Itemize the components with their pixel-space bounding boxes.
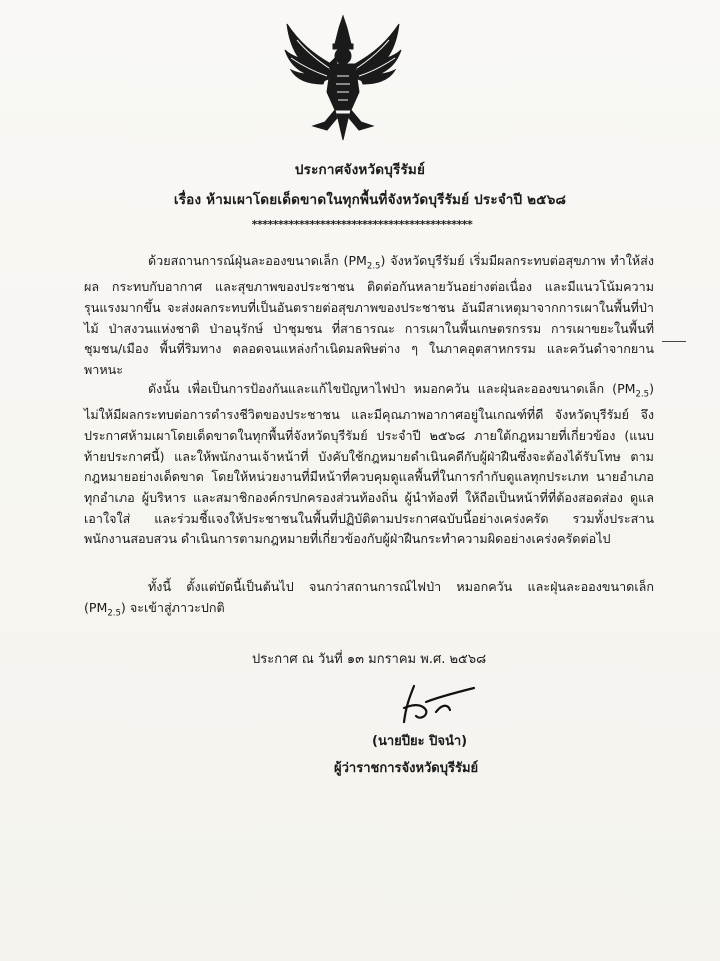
signer-name: (นายปียะ ปิจนำ) (372, 734, 468, 749)
announcement-subject: เรื่อง ห้ามเผาโดยเด็ดขาดในทุกพื้นที่จังหวัดบุรีรัมย์ ประจำปี ๒๕๖๘ (173, 192, 567, 208)
garuda-emblem-icon (283, 14, 403, 142)
margin-dash (662, 341, 686, 342)
separator-line: ****************************************** (251, 218, 473, 231)
announcement-date: ประกาศ ณ วันที่ ๑๓ มกราคม พ.ศ. ๒๕๖๘ (252, 652, 487, 667)
paragraph-situation: ด้วยสถานการณ์ฝุ่นละอองขนาดเล็ก $(PM_{2.5})$ จังหวัดบุรีรัมย์ เริ่มมีผลกระทบต่อสุขภาพ ทำให้ส่งผล กระทบกับอากาศ และสุขภาพของประชาชน ติดต่อกันหลายวันอย่างต่อเนื่อง และมีแนวโน้มความรุนแรงมากขึ้น จะส่งผลกระทบที่เป็นอันตรายต่อสุขภาพของประชาชน อันมีสาเหตุมาจากการเผาในพื้นที่ป่าไม้ ป่าสงวนแห่งชาติ ป่าอนุรักษ์ ป่าชุมชน ที่สาธารณะ การเผาในพื้นเกษตรกรรม การเผาขยะในพื้นที่ชุมชน/เมือง พื้นที่ริมทาง ตลอดจนแหล่งกำเนิดมลพิษต่าง ๆ ในภาคอุตสาหกรรม และควันดำจากยานพาหนะ (84, 253, 654, 378)
paragraph-prohibition: ดังนั้น เพื่อเป็นการป้องกันและแก้ไขปัญหาไฟป่า หมอกควัน และฝุ่นละอองขนาดเล็ก $(PM_{2.5})$ ไม่ให้มีผลกระทบต่อการดำรงชีวิตของประชาชน และมีคุณภาพอากาศอยู่ในเกณฑ์ที่ดี จังหวัดบุรีรัมย์ จึงประกาศห้ามเผาโดยเด็ดขาดในทุกพื้นที่จังหวัดบุรีรัมย์ ประจำปี ๒๕๖๘ ภายใต้กฎหมายที่เกี่ยวข้อง (แนบท้ายประกาศนี้) และให้พนักงานเจ้าหน้าที่ บังคับใช้กฎหมายดำเนินคดีกับผู้ฝ่าฝืนซึ่งจะต้องได้รับโทษ ตามกฎหมายอย่างเด็ดขาด โดยให้หน่วยงานที่มีหน้าที่ควบคุมดูแลพื้นที่ในการกำกับดูแลทุกประเภท นายอำเภอทุกอำเภอ ผู้บริหาร และสมาชิกองค์กรปกครองส่วนท้องถิ่น ผู้นำท้องที่ ให้ถือเป็นหน้าที่ที่ต้องสอดส่อง ดูแลเอาใจใส่ และร่วมชี้แจงให้ประชาชนในพื้นที่ปฏิบัติตามประกาศฉบับนี้อย่างเคร่งครัด รวมทั้งประสาน พนักงานสอบสวน ดำเนินการตามกฎหมายที่เกี่ยวข้องกับผู้ฝ่าฝืนกระทำความผิดอย่างเคร่งครัดต่อไป (84, 381, 654, 547)
paragraph-effective: ทั้งนี้ ตั้งแต่บัดนี้เป็นต้นไป จนกว่าสถานการณ์ไฟป่า หมอกควัน และฝุ่นละอองขนาดเล็ก $(PM_{2.5})$ จะเข้าสู่ภาวะปกติ (84, 579, 654, 619)
announcement-title: ประกาศจังหวัดบุรีรัมย์ (294, 162, 426, 178)
handwritten-signature (396, 682, 480, 728)
signer-position: ผู้ว่าราชการจังหวัดบุรีรัมย์ (334, 761, 479, 776)
